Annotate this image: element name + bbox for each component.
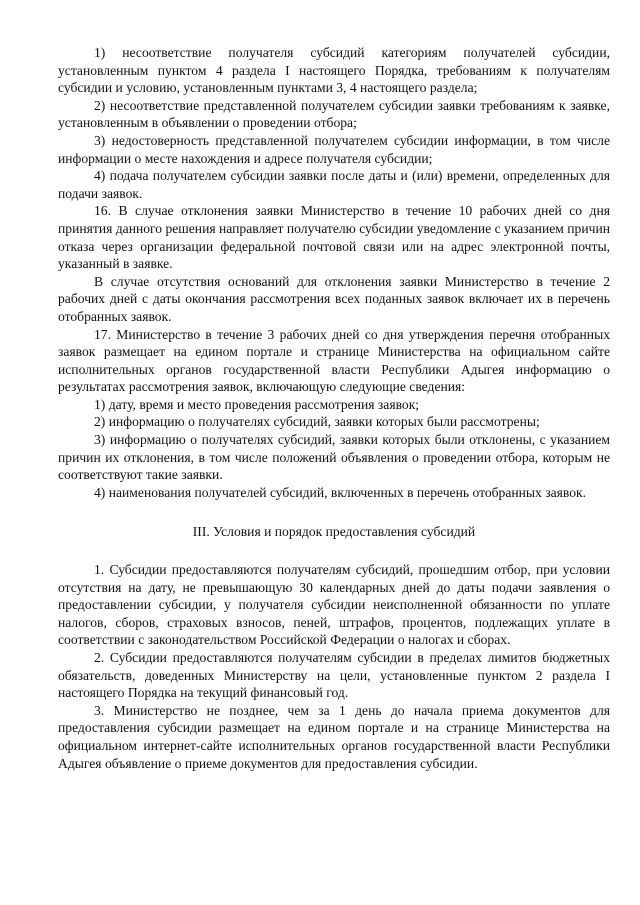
paragraph: В случае отсутствия оснований для отклонения заявки Министерство в течение 2 рабочих дней с даты окончания рассмотрения всех поданных заявок включает их в перечень отобранных заявок. xyxy=(58,273,610,324)
paragraph: 17. Министерство в течение 3 рабочих дней со дня утверждения перечня отобранных заявок размещает на едином портале и странице Министерства на официальном сайте исполнительных органов государственной власти Республики Адыгея информацию о результатах рассмотрения заявок, включающую следующие сведения: xyxy=(58,326,610,395)
paragraph: 3) информацию о получателях субсидий, заявки которых были отклонены, с указанием причин их отклонения, в том числе положений объявления о проведении отбора, которым не соответствуют такие заявки. xyxy=(58,432,610,483)
document-page xyxy=(58,44,610,772)
paragraph: 16. В случае отклонения заявки Министерство в течение 10 рабочих дней со дня принятия данного решения направляет получателю субсидии уведомление с указанием причин отказа через организации федеральной почтовой связи или на адрес электронной почты, указанный в заявке. xyxy=(58,203,610,272)
paragraph: 3) недостоверность представленной получателем субсидии информации, в том числе информации о месте нахождения и адресе получателя субсидии; xyxy=(58,132,610,166)
paragraph: 1) несоответствие получателя субсидий категориям получателей субсидии, установленным пунктом 4 раздела I настоящего Порядка, требованиям к получателям субсидии и условию, установленным пунктами 3, 4 настоящего раздела; xyxy=(58,45,610,96)
paragraph: 3. Министерство не позднее, чем за 1 день до начала приема документов для предоставления субсидии размещает на едином портале и на странице Министерства на официальном интернет-сайте исполнительных органов государственной власти Республики Адыгея объявление о приеме документов для предоставления субсидии. xyxy=(58,702,610,771)
section-heading: III. Условия и порядок предоставления субсидий xyxy=(192,524,476,540)
paragraph: 1) дату, время и место проведения рассмотрения заявок; xyxy=(94,396,420,412)
paragraph: 2. Субсидии предоставляются получателям субсидии в пределах лимитов бюджетных обязательств, доведенных Министерству на цели, установленные пунктом 2 раздела I настоящего Порядка на текущий финансовый год. xyxy=(58,650,610,701)
paragraph: 4) наименования получателей субсидий, включенных в перечень отобранных заявок. xyxy=(94,484,587,500)
paragraph: 1. Субсидии предоставляются получателям субсидий, прошедшим отбор, при условии отсутствия на дату, не превышающую 30 календарных дней до даты подачи заявления о предоставлении субсидии, у получателя субсидии неисполненной обязанности по уплате налогов, сборов, страховых взносов, пеней, штрафов, процентов, подлежащих уплате в соответствии с законодательством Российской Федерации о налогах и сборах. xyxy=(58,562,610,648)
paragraph: 4) подача получателем субсидии заявки после даты и (или) времени, определенных для подачи заявок. xyxy=(58,168,610,201)
paragraph: 2) информацию о получателях субсидий, заявки которых были рассмотрены; xyxy=(94,414,540,430)
paragraph: 2) несоответствие представленной получателем субсидии заявки требованиям к заявке, установленным в объявлении о проведении отбора; xyxy=(58,97,610,131)
